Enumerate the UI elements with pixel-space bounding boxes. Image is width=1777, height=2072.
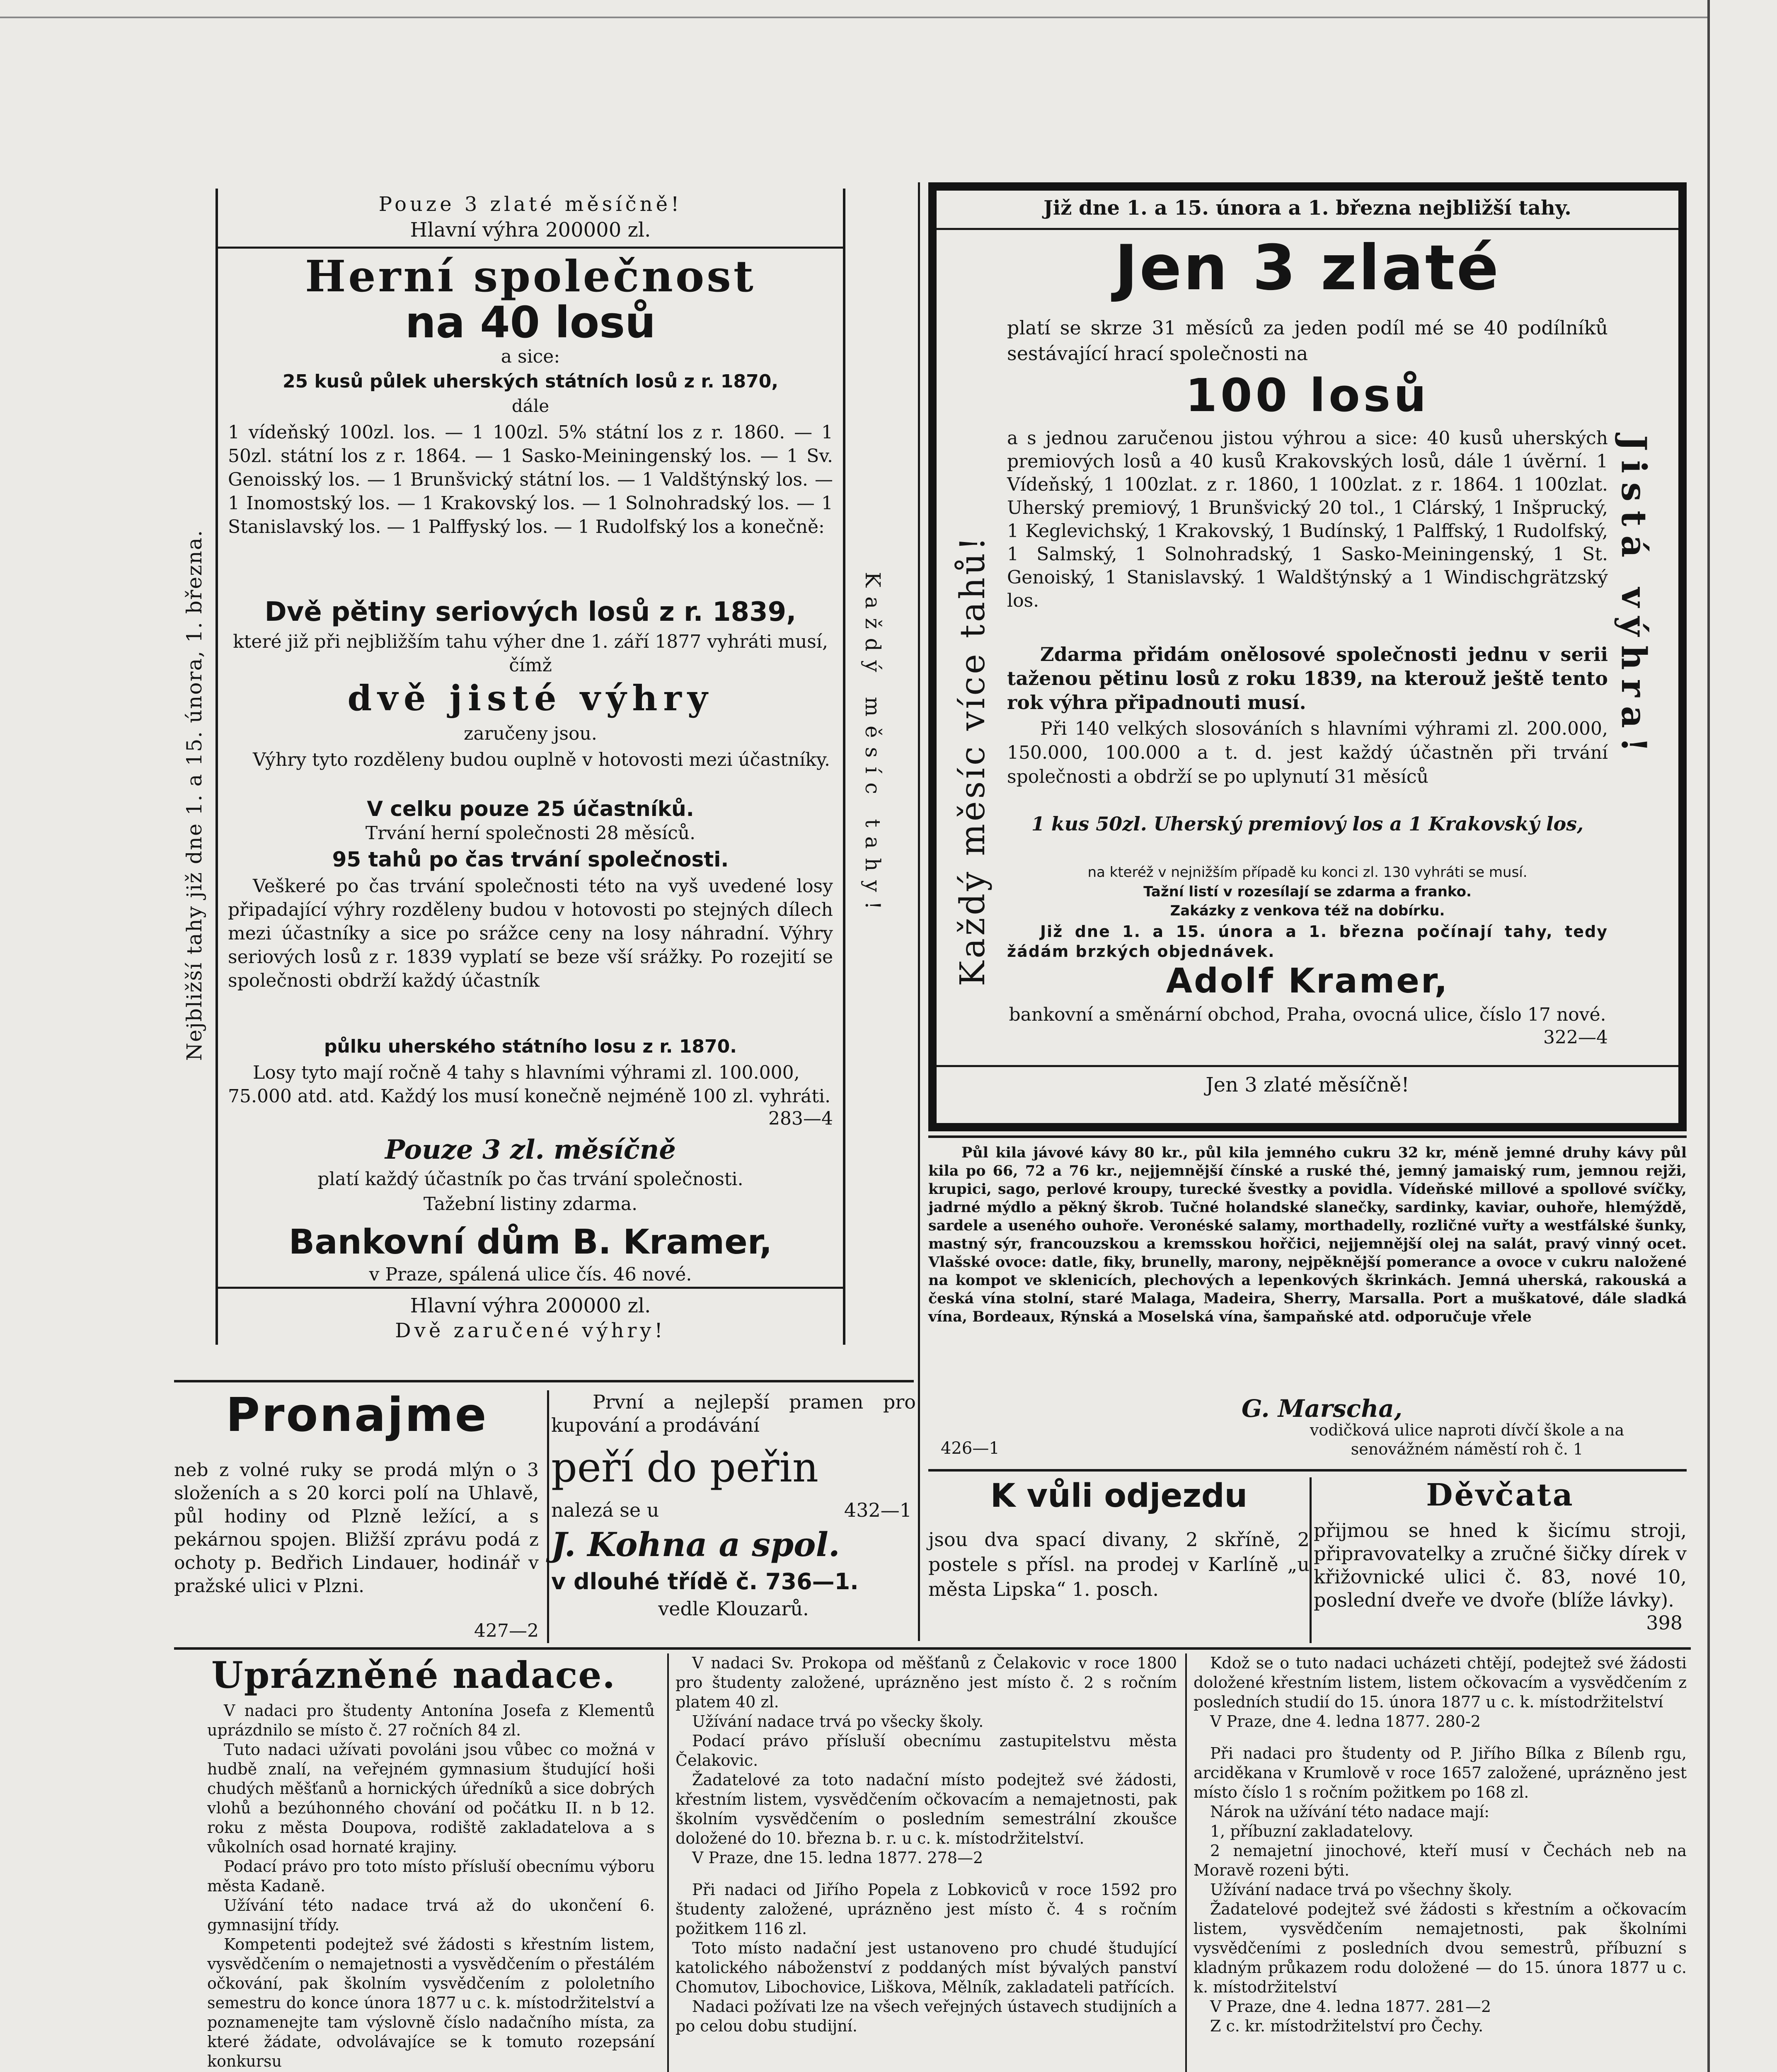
- ad-bottom-line-1: Hlavní výhra 200000 zl.: [410, 1294, 651, 1317]
- ad-devcata-ref: 398: [1646, 1612, 1683, 1634]
- ad-para-5: Losy tyto mají ročně 4 tahy s hlavními výhrami zl. 100.000, 75.000 atd. atd. Každý los musí konečně nejméně 100 zl. vyhráti.: [228, 1062, 831, 1107]
- scan-right-edge: [1707, 0, 1710, 2072]
- section-rule-right: [928, 1135, 1687, 1138]
- ad-top-line-1: Pouze 3 zlaté měsíčně!: [378, 193, 683, 216]
- ad-kus: 1 kus 50zl. Uherský premiový los a 1 Krakovský los,: [1031, 813, 1584, 835]
- nadace-col3-p2: V Praze, dne 4. ledna 1877. 280-2: [1210, 1712, 1481, 1731]
- ad-peri-nalezne: nalezá se u: [551, 1499, 659, 1521]
- ad-devcata-title: Děvčata: [1426, 1477, 1574, 1513]
- ad-tazebni: Tažební listiny zdarma.: [423, 1193, 638, 1215]
- ad-plati: platí každý účastník po čas trvání společnosti.: [317, 1169, 743, 1190]
- nadace-col2-p8: Nadaci požívati lze na všech veřejných ústavech studijních a po celou dobu studijní.: [675, 1997, 1177, 2035]
- section-rule-full: [174, 1647, 1691, 1650]
- ad-top-banner: Již dne 1. a 15. února a 1. března nejbližší tahy.: [1043, 196, 1571, 220]
- nadace-col2-p1: V nadaci Sv. Prokopa od měšťanů z Čelakovic v roce 1800 pro študenty založené, uprázněno jest místo č. 2 s ročním platem 40 zl.: [675, 1654, 1177, 1711]
- ad-peri-ref: 432—1: [844, 1499, 912, 1521]
- ad-para-4: Veškeré po čas trvání společnosti této na vyš uvedené losy připadající výhry rozděleny budou v hotovosti po stejných dílech mezi účastníky a sice po srážce ceny na losy náhradní. Výhry seriových losů z r. 1839 vyplatí se beze vší srážky. Po rozejití se společnosti obdrží každý účastník: [228, 876, 833, 991]
- ad-pronajme-title: Pronajme: [226, 1388, 488, 1442]
- ad-kava: [928, 1144, 1687, 1467]
- ad-kava-name: G. Marscha,: [1241, 1394, 1403, 1423]
- ad-big-100: 100 losů: [1185, 369, 1430, 422]
- ad-bottom-rule: [937, 1065, 1678, 1067]
- ad-jen-3-zlate: [928, 182, 1687, 1131]
- ad-peri-near: vedle Klouzarů.: [658, 1598, 809, 1620]
- ad-intro: platí se skrze 31 měsíců za jeden podíl mé se 40 podílníků sestávající hrací společnosti na: [1007, 317, 1608, 365]
- nadace-col3-p6: 2 nemajetní jinochové, kteří musí v Čechách neb na Moravě rozeni býti.: [1194, 1842, 1687, 1879]
- nadace-col3-p8: Žadatelové podejtež své žádosti s křestním a očkovacím listem, vysvědčením nemajetnosti, pak školními vysvědčeními z posledních dvou semestrů, příbuzní s kladným průkazem rodu doložené — do 15. února 1877 u c. k. místodržitelství: [1194, 1900, 1687, 1996]
- nadace-col3-p10: Z c. kr. místodržitelství pro Čechy.: [1210, 2017, 1484, 2035]
- ad-kava-addr: vodičková ulice naproti dívčí škole a na senovážném náměstí roh č. 1: [1310, 1421, 1624, 1458]
- ad-dve-petiny: Dvě pětiny seriových losů z r. 1839,: [264, 597, 797, 627]
- column-rule-peri: [547, 1390, 549, 1643]
- nadace-col1-p3: Podací právo pro toto místo přísluší obecnímu výboru města Kadaně.: [207, 1857, 655, 1895]
- ad-pouze3: Pouze 3 zl. měsíčně: [385, 1134, 676, 1165]
- ad-pronajme-ref: 427—2: [474, 1620, 539, 1641]
- ad-trvani: Trvání herní společnosti 28 měsíců.: [365, 823, 696, 844]
- ad-ref: 322—4: [1543, 1027, 1608, 1048]
- ad-zakazky: Zakázky z venkova též na dobírku.: [1170, 903, 1445, 919]
- ad-peri-big: peří do peřin: [551, 1444, 818, 1491]
- column-rule-devcata: [1310, 1477, 1312, 1643]
- ad-jiz: Již dne 1. a 15. února a 1. března počínají tahy, tedy žádám brzkých objednávek.: [1007, 922, 1608, 961]
- ad-celkem: V celku pouze 25 účastníků.: [367, 797, 694, 821]
- ad-pronajme-text: neb z volné ruky se prodá mlýn o 3 složeních a s 20 korci polí na Uhlavě, půl hodiny od Plzně ležící, a s pekárnou spojen. Bližší zprávu podá z ochoty p. Bedřich Lindauer, hodinář v pražské ulici v Plzni.: [174, 1460, 539, 1597]
- ad-side-left-text: Každý měsíc více tahů!: [953, 534, 993, 986]
- ad-para-3: Při 140 velkých slosováních s hlavními výhrami zl. 200.000, 150.000, 100.000 a t. d. jest každý účastněn při trvání společnosti a obdrží se po uplynutí 31 měsíců: [1007, 718, 1608, 787]
- ad-devcata-text: přijmou se hned k šicímu stroji, připravovatelky a zručné šičky dírek v křižovnické ulici č. 83, nové 10, poslední dveře ve dvoře (blíže lávky).: [1314, 1519, 1687, 1611]
- ad-para-1: 1 vídeňský 100zl. los. — 1 100zl. 5% státní los z r. 1860. — 1 50zl. státní los z r. 1864. — 1 Sasko-Meiningenský los. — 1 Sv. Genoisský los. — 1 Brunšvický státní los. — 1 Valdštýnský los. — 1 Inomostský los. — 1 Krakovský los. — 1 Solnohradský los. — 1 Stanislavský los. — 1 Palffyský los. — 1 Rudolfský los a konečně:: [228, 422, 833, 537]
- ad-devcata: [1314, 1477, 1687, 1643]
- section-rule-right-2: [928, 1469, 1687, 1472]
- ad-pulku: půlku uherského státního losu z r. 1870.: [324, 1036, 737, 1057]
- nadace-col3-p7: Užívání nadace trvá po všechny školy.: [1210, 1881, 1513, 1899]
- ad-subtitle: na 40 losů: [405, 297, 656, 348]
- nadace-col-rule-2: [1185, 1653, 1187, 2072]
- ad-rule-top: [215, 247, 845, 249]
- ad-tazni: Tažní listí v rozesílají se zdarma a franko.: [1143, 884, 1472, 900]
- ad-side-right-text: Každý měsíc tahy!: [861, 572, 885, 919]
- nadace-col-2: [675, 1653, 1177, 2036]
- ad-address: v Praze, spálená ulice čís. 46 nové.: [369, 1264, 692, 1285]
- ad-peri-name: J. Kohna a spol.: [551, 1525, 840, 1564]
- ad-ref: 283—4: [768, 1108, 833, 1129]
- ad-dale: dále: [511, 396, 550, 416]
- nadace-col2-p5: V Praze, dne 15. ledna 1877. 278—2: [692, 1849, 983, 1867]
- nadace-col2-p2: Užívání nadace trvá po všecky školy.: [692, 1712, 984, 1731]
- ad-side-left-text: Nejbližší tahy již dne 1. a 15. února, 1. března.: [182, 529, 206, 1061]
- ad-rule-bottom: [215, 1287, 845, 1289]
- ad-title: Jen 3 zlaté: [1114, 232, 1501, 304]
- nadace-col1-p1: V nadaci pro študenty Antonína Josefa z Klementů uprázdnilo se místo č. 27 ročních 84 zl.: [207, 1702, 655, 1739]
- scan-top-edge: [0, 17, 1707, 18]
- ad-asice: a sice:: [501, 346, 560, 367]
- ad-line-1: 25 kusů půlek uherských státních losů z r. 1870,: [282, 371, 779, 392]
- section-rule-left: [174, 1380, 914, 1382]
- ad-para-3: Výhry tyto rozděleny budou ouplně v hotovosti mezi účastníky.: [253, 749, 830, 770]
- ad-bottom-line-2: Dvě zaručené výhry!: [395, 1319, 666, 1342]
- ad-peri: [551, 1390, 916, 1643]
- nadace-col2-p4: Žadatelové za toto nadační místo podejtež své žádosti, křestním listem, vysvědčením očkovacím a nemajetnosti, pak školním vysvědčením o posledním semestrální zkoušce doložené do 10. března b. r. u c. k. místodržitelství.: [675, 1771, 1177, 1847]
- ad-kava-text: Půl kila jávové kávy 80 kr., půl kila jemného cukru 32 kr, méně jemné druhy kávy půl kila po 66, 72 a 76 kr., nejjemnější čínské a ruské thé, jemný jamaiský rum, jemnou rejži, krupici, sago, perlové kroupy, turecké švestky a povidla. Vídeňské millové a spollové svíčky, jadrné mýdlo a pěkný škrob. Tučné holandské slanečky, sardinky, kaviar, ouhoře, hlemýždě, sardele a useného ouhoře. Veronéské salamy, morthadelly, rozličné vuřty a westfálské šunky, mastný sýr, francouzskou a kremsskou hořčici, nejjemnější olej na salát, pravý vinný ocet. Vlašské ovoce: datle, fiky, brunelly, marony, nejpěknější pomerance a ovoce v cukru naložené na kompot ve sklenicích, plechových a lepenkových škrinkách. Jemná uherská, rakouská a česká vína stolní, staré Malaga, Madeira, Sherry, Marsalla. Port a muškatové, dále sladká vína, Bordeaux, Rýnská a Moselská vína, šampaňské atd. odporučuje vřele: [928, 1144, 1687, 1325]
- ad-side-right-text: Jistá výhra!: [1614, 435, 1654, 761]
- nadace-section: [174, 1653, 1691, 2072]
- column-rule-vertical: [918, 182, 920, 1641]
- ad-odjezd-text: jsou dva spací divany, 2 skříně, 2 postele s přísl. na prodej v Karlíně „u města Lipska“ 1. posch.: [928, 1528, 1310, 1600]
- ad-banner-rule: [937, 228, 1678, 230]
- nadace-col1-p4: Užívání této nadace trvá až do ukončení 6. gymnasijní třídy.: [207, 1896, 655, 1934]
- nadace-col3-p9: V Praze, dne 4. ledna 1877. 281—2: [1210, 1997, 1491, 2016]
- nadace-col2-p7: Toto místo nadační jest ustanoveno pro chudé študující katolického náboženství z poddaných míst bývalých panství Chomutov, Libochovice, Liškova, Mělník, zakladateli patřících.: [675, 1939, 1177, 1996]
- nadace-col3-p5: 1, příbuzní zakladatelovy.: [1210, 1822, 1414, 1840]
- nadace-col1-p2: Tuto nadaci užívati povoláni jsou vůbec co možná v hudbě znalí, na veřejném gymnasium študující hoši chudých měšťanů a hornických úředníků a sice dobrých vlohů a bezúhonného chování od počátku II. n b 12. roku z města Doupova, rodiště zakladatelova a s vůkolních osad hornaté krajiny.: [207, 1740, 655, 1856]
- ad-jiste-vyhry: dvě jisté výhry: [347, 678, 714, 719]
- nadace-col3-p4: Nárok na užívání této nadace mají:: [1210, 1803, 1490, 1821]
- ad-bank: bankovní a směnární obchod, Praha, ovocná ulice, číslo 17 nové.: [1009, 1004, 1606, 1025]
- ad-pronajme: [174, 1388, 543, 1645]
- ad-para-1: a s jednou zaručenou jistou výhrou a sice: 40 kusů uherských premiových losů a 40 kusů Krakovských losů, dále 1 úvěrní. 1 Vídeňský, 1 100zlat. z r. 1860, 1 100zlat. z r. 1864. 1 100zlat. Uherský premiový, 1 Brunšvický 20 tol., 1 Clárský, 1 Inšprucký, 1 Keglevichský, 1 Krakovský, 1 Budínský, 1 Palffský, 1 Rudolfský, 1 Salmský, 1 Solnohradský, 1 Sasko-Meiningenský, 1 St. Genoiský, 1 Stanislavský. 1 Waldštýnský a 1 Windischgrätzský los.: [1007, 428, 1608, 611]
- ad-odjezd-title: K vůli odjezdu: [990, 1477, 1248, 1515]
- ad-top-line-2: Hlavní výhra 200000 zl.: [410, 218, 651, 242]
- nadace-col-3: [1194, 1653, 1687, 2036]
- nadace-title: Uprázněné nadace.: [211, 1653, 616, 1697]
- ad-peri-street: v dlouhé třídě č. 736—1.: [551, 1569, 859, 1595]
- nadace-col-rule-1: [667, 1653, 669, 2072]
- nadace-col3-p3: Při nadaci pro študenty od P. Jiřího Bílka z Bílenb rgu, arciděkana v Krumlově v roce 1657 založené, uprázněno jest místo číslo 1 s ročním požitkem po 168 zl.: [1194, 1744, 1687, 1801]
- ad-para-2: Zdarma přidám onělosové společnosti jednu v serii taženou pětinu losů z roku 1839, na kterouž ještě tento rok výhra připadnouti musí.: [1007, 643, 1608, 714]
- ad-tahu: 95 tahů po čas trvání společnosti.: [332, 847, 729, 871]
- nadace-col-1: [207, 1701, 655, 2072]
- nadace-col3-p1: Kdož se o tuto nadaci ucházeti chtějí, podejtež své žádosti doložené křestním listem, listem očkovacím a vysvědčením z posledních studií do 15. února 1877 u c. k. místodržitelství: [1194, 1654, 1687, 1711]
- nadace-col2-p3: Podací právo přísluší obecnímu zastupitelstvu města Čelakovic.: [675, 1732, 1177, 1769]
- ad-kterez: na kteréž v nejnižším případě ku konci zl. 130 vyhráti se musí.: [1087, 864, 1528, 881]
- ad-odjezd: [928, 1477, 1310, 1643]
- nadace-col2-p6: Při nadaci od Jiřího Popela z Lobkoviců v roce 1592 pro študenty založené, uprázněno jest místo č. 4 s ročním požitkem 116 zl.: [675, 1881, 1177, 1938]
- nadace-col1-p5: Kompetenti podejtež své žádosti s křestním listem, vysvědčením o nemajetnosti a vysvědčením o přestálém očkování, pak školním vysvědčením z pololetního semestru do konce února 1877 u c. k. místodržitelství a poznamenejte tam výslovně číslo nadačního místa, za které žádate, odvolávajíce se k tomuto rozepsání konkursu: [207, 1935, 655, 2070]
- ad-zaruceny: zaručeny jsou.: [464, 723, 597, 744]
- ad-name: Adolf Kramer,: [1166, 961, 1449, 1001]
- ad-peri-intro: První a nejlepší pramen pro kupování a prodávání: [551, 1391, 916, 1436]
- ad-para-2: které již při nejbližším tahu výher dne 1. září 1877 vyhráti musí, čímž: [233, 631, 828, 676]
- ad-bank: Bankovní dům B. Kramer,: [288, 1222, 772, 1262]
- ad-herni-spolecnost: [215, 189, 845, 1345]
- ad-kava-ref: 426—1: [941, 1439, 1000, 1458]
- ad-title: Herní společnost: [305, 251, 756, 302]
- ad-bottom-banner: Jen 3 zlaté měsíčně!: [1206, 1073, 1409, 1097]
